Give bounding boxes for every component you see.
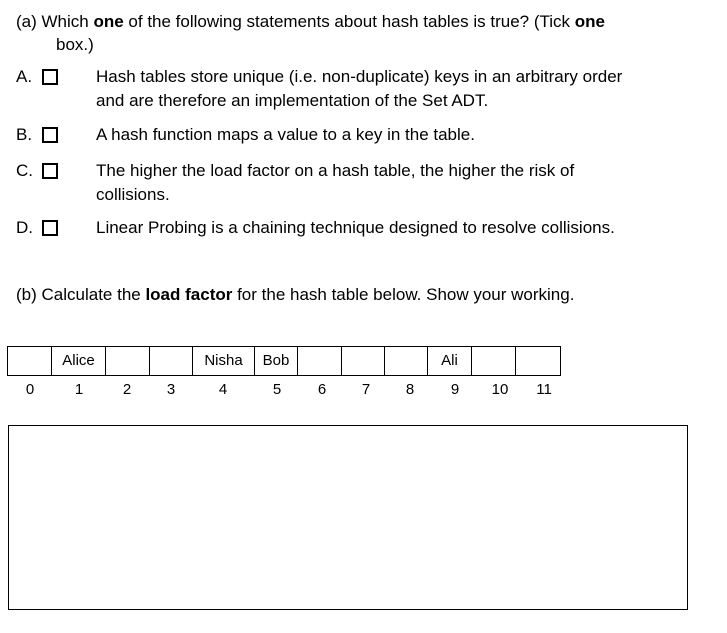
part-b-bold: load factor xyxy=(145,285,233,304)
option-d-checkbox[interactable] xyxy=(42,220,58,236)
hash-index-6: 6 xyxy=(317,381,327,398)
option-c-text xyxy=(96,159,686,207)
hash-cell-7 xyxy=(342,347,385,376)
option-d-text xyxy=(96,216,686,240)
part-a-prefix: (a) Which xyxy=(16,12,94,31)
option-c-line1: The higher the load factor on a hash table, the higher the risk of xyxy=(96,161,575,180)
option-b-line1: A hash function maps a value to a key in the table. xyxy=(96,125,475,144)
hash-index-9: 9 xyxy=(450,381,460,398)
part-b-question xyxy=(16,283,574,306)
part-b-suffix: for the hash table below. Show your working. xyxy=(232,285,575,304)
hash-index-7: 7 xyxy=(361,381,371,398)
part-a-question xyxy=(16,10,666,56)
option-c-letter: C. xyxy=(16,161,33,180)
hash-cell-11 xyxy=(516,347,561,376)
option-d-letter: D. xyxy=(16,218,33,237)
hash-table xyxy=(7,346,561,376)
part-a-bold-one: one xyxy=(93,12,124,31)
option-b-letter: B. xyxy=(16,125,33,144)
hash-index-4: 4 xyxy=(218,381,228,398)
option-d-line1: Linear Probing is a chaining technique designed to resolve collisions. xyxy=(96,218,615,237)
option-b-checkbox[interactable] xyxy=(42,127,58,143)
answer-box[interactable] xyxy=(8,425,688,610)
hash-cell-4: Nisha xyxy=(193,347,255,376)
hash-cell-8 xyxy=(385,347,428,376)
option-c-checkbox[interactable] xyxy=(42,163,58,179)
hash-index-5: 5 xyxy=(272,381,282,398)
option-a-line2: and are therefore an implementation of the Set ADT. xyxy=(96,91,489,110)
part-a-middle: of the following statements about hash tables is true? (Tick xyxy=(123,12,575,31)
hash-cell-0 xyxy=(8,347,52,376)
option-a-letter: A. xyxy=(16,67,33,86)
option-a-line1: Hash tables store unique (i.e. non-duplicate) keys in an arbitrary order xyxy=(96,67,623,86)
hash-index-3: 3 xyxy=(166,381,176,398)
hash-index-8: 8 xyxy=(405,381,415,398)
hash-cell-10 xyxy=(472,347,516,376)
hash-index-0: 0 xyxy=(25,381,35,398)
hash-cell-9: Ali xyxy=(428,347,472,376)
hash-index-10: 10 xyxy=(491,381,509,398)
hash-cell-1: Alice xyxy=(52,347,106,376)
part-a-bold-one-2: one xyxy=(574,12,605,31)
hash-cell-6 xyxy=(298,347,342,376)
option-b-text xyxy=(96,123,686,147)
hash-index-1: 1 xyxy=(74,381,84,398)
hash-index-2: 2 xyxy=(122,381,132,398)
hash-index-11: 11 xyxy=(536,381,552,398)
part-a-continuation: box.) xyxy=(56,35,94,54)
part-b-prefix: (b) Calculate the xyxy=(16,285,146,304)
hash-table-row xyxy=(8,347,561,376)
option-a-text xyxy=(96,65,686,113)
option-a-checkbox[interactable] xyxy=(42,69,58,85)
option-c-line2: collisions. xyxy=(96,185,170,204)
hash-cell-5: Bob xyxy=(255,347,298,376)
hash-cell-2 xyxy=(106,347,150,376)
hash-cell-3 xyxy=(150,347,193,376)
